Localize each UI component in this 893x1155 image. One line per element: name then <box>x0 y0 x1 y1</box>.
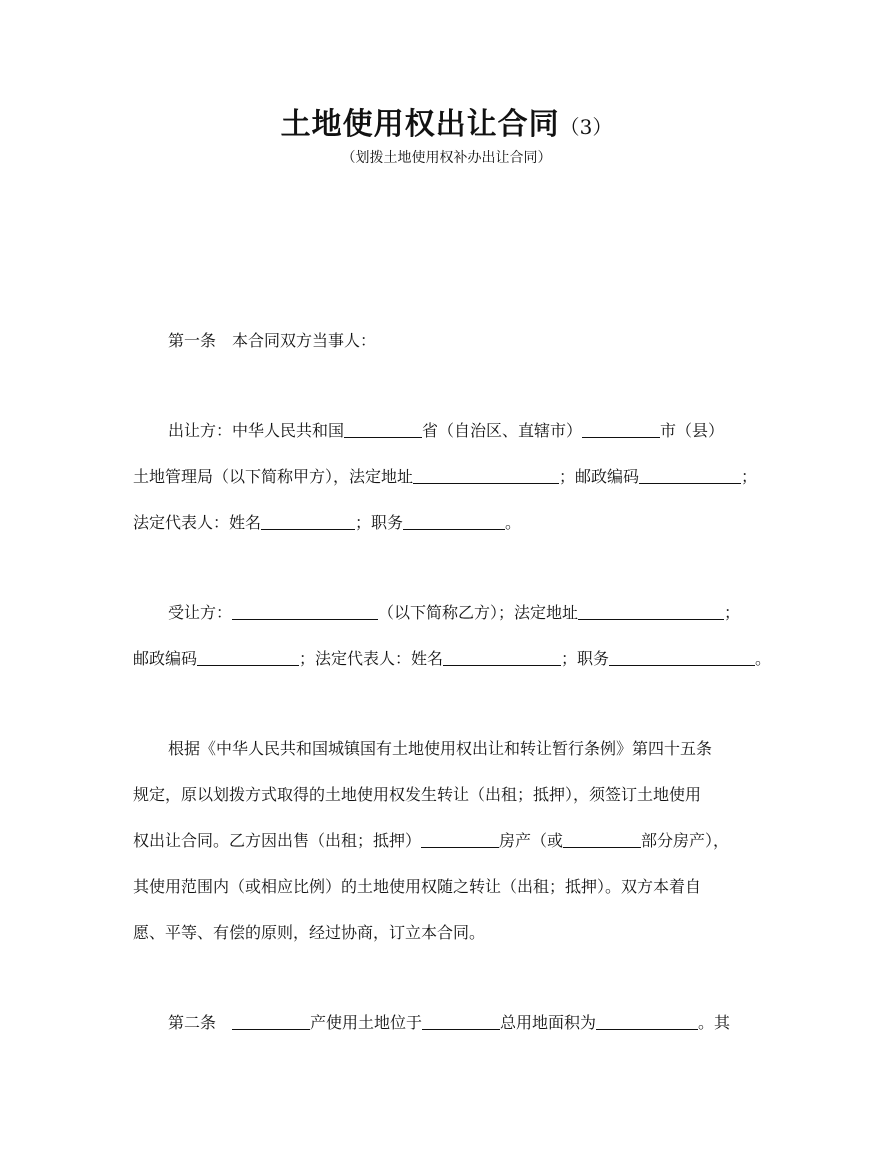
basis-line-3 <box>133 829 773 853</box>
article-2-text: 产使用土地位于 <box>310 1013 423 1032</box>
blank-field <box>578 603 724 620</box>
grantee-label: 受让方： <box>168 603 233 622</box>
grantor-text: ； <box>741 467 758 486</box>
blank-field <box>232 603 378 620</box>
blank-field <box>421 831 499 848</box>
blank-field <box>403 513 505 530</box>
article-2-line-1 <box>168 1011 773 1035</box>
grantee-text: ；职务 <box>561 649 610 668</box>
basis-text: 权出让合同。乙方因出售（出租；抵押） <box>133 831 422 850</box>
grantor-text: 法定代表人：姓名 <box>133 513 262 532</box>
grantor-text: 市（县） <box>660 421 725 440</box>
grantor-text: 省（自治区、直辖市） <box>422 421 583 440</box>
blank-field <box>582 421 660 438</box>
grantee-text: 邮政编码 <box>133 649 198 668</box>
blank-field <box>232 1013 310 1030</box>
blank-field <box>596 1013 698 1030</box>
basis-line-4: 其使用范围内（或相应比例）的土地使用权随之转让（出租；抵押）。双方本着自 <box>133 877 702 896</box>
document-title <box>0 105 893 147</box>
grantor-line-1 <box>168 419 773 443</box>
grantor-text: ；邮政编码 <box>559 467 640 486</box>
grantor-line-2 <box>133 465 773 489</box>
grantor-line-3 <box>133 511 773 535</box>
grantor-text: 。 <box>505 513 522 532</box>
grantor-text: ；职务 <box>355 513 404 532</box>
article-2-heading: 第二条 <box>168 1013 233 1032</box>
article-2-text: 。其 <box>698 1013 731 1032</box>
blank-field <box>413 467 559 484</box>
document-subtitle: （划拨土地使用权补办出让合同） <box>341 150 552 166</box>
article-2-text: 总用地面积为 <box>500 1013 597 1032</box>
article-1-heading: 第一条 本合同双方当事人： <box>168 331 377 350</box>
grantee-line-2 <box>133 647 773 671</box>
basis-text: 房产（或 <box>499 831 564 850</box>
blank-field <box>344 421 422 438</box>
blank-field <box>563 831 641 848</box>
blank-field <box>422 1013 500 1030</box>
grantee-text: ； <box>724 603 741 622</box>
grantor-label: 出让方：中华人民共和国 <box>168 421 345 440</box>
title-number: （3） <box>559 115 613 139</box>
blank-field <box>443 649 561 666</box>
basis-text: 部分房产）， <box>641 831 730 850</box>
grantee-text: （以下简称乙方）；法定地址 <box>378 603 579 622</box>
grantor-text: 土地管理局（以下简称甲方），法定地址 <box>133 467 414 486</box>
basis-line-1: 根据《中华人民共和国城镇国有土地使用权出让和转让暂行条例》第四十五条 <box>168 739 713 758</box>
basis-line-2: 规定，原以划拨方式取得的土地使用权发生转让（出租；抵押），须签订土地使用 <box>133 785 702 804</box>
grantee-text: 。 <box>755 649 772 668</box>
blank-field <box>197 649 299 666</box>
basis-line-5: 愿、平等、有偿的原则，经过协商，订立本合同。 <box>133 923 486 942</box>
grantee-text: ；法定代表人：姓名 <box>299 649 444 668</box>
blank-field <box>639 467 741 484</box>
grantee-line-1 <box>168 601 773 625</box>
title-text: 土地使用权出让合同 <box>280 107 560 142</box>
blank-field <box>261 513 355 530</box>
blank-field <box>609 649 755 666</box>
